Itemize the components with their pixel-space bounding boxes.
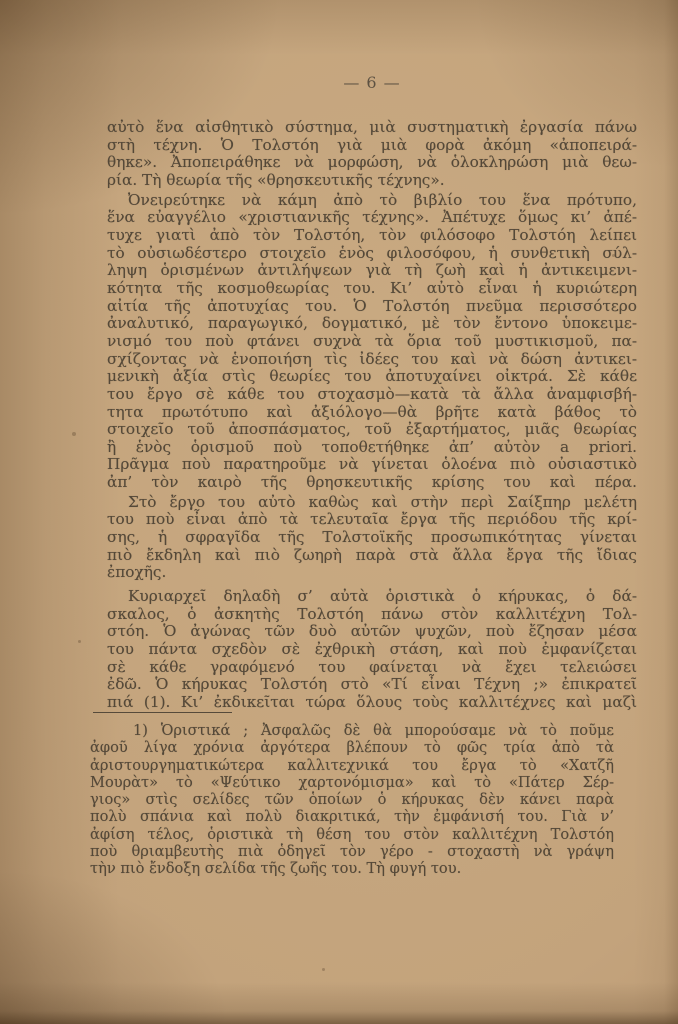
- text-line: σχίζοντας νὰ ἑνοποιήση τὶς ἰδέες του καὶ νὰ δώση ἀντικει-: [107, 349, 637, 368]
- paragraph: [107, 192, 637, 492]
- text-line: τητα πρωτότυπο καὶ ἀξιόλογο—θὰ βρῆτε κατὰ βάθος τὸ: [107, 402, 637, 421]
- paper-speck: [78, 640, 81, 643]
- text-line: στὴ τέχνη. Ὁ Τολστόη γιὰ μιὰ φορὰ ἀκόμη «ἀποπειρά-: [107, 135, 637, 154]
- text-line: Κυριαρχεῖ δηλαδὴ σ’ αὐτὰ ὁριστικὰ ὁ κήρυκας, ὁ δά-: [128, 587, 637, 606]
- text-line: του πάντα σχεδὸν σὲ ἐχθρικὴ στάση, καὶ ποὺ ἐμφανίζεται: [107, 640, 637, 659]
- main-text: [107, 119, 637, 712]
- footnote-line: ἀφίση τέλος, ὁριστικὰ τὴ θέση του στὸν καλλιτέχνη Τολστόη: [90, 825, 614, 843]
- footnote-line: ποὺ θριαμβευτὴς πιὰ ὁδηγεῖ τὸν γέρο - στοχαστὴ νὰ γράψη: [90, 843, 614, 861]
- footnote-line: Μουρὰτ» τὸ «Ψεύτικο χαρτονόμισμα» καὶ τὸ «Πάτερ Σέρ-: [90, 773, 614, 791]
- footnote-line: πολὺ σπάνια καὶ πολὺ διακριτικά, τὴν ἐμφάνισή του. Γιὰ ν’: [90, 808, 614, 826]
- text-line: σὲ κάθε γραφόμενό του φαίνεται νὰ ἔχει τελειώσει: [107, 657, 637, 676]
- paragraph: [107, 119, 637, 190]
- footnote-line: γιος» στὶς σελίδες τῶν ὁποίων ὁ κήρυκας δὲν κάνει παρὰ: [90, 791, 614, 809]
- text-line: ἐποχῆς.: [107, 563, 167, 582]
- text-line: Πρᾶγμα ποὺ παρατηροῦμε νὰ γίνεται ὁλοένα πιὸ οὐσιαστικὸ: [107, 455, 637, 474]
- text-line: ἀναλυτικό, παραγωγικό, δογματικό, μὲ τὸν ἔντονο ὑποκειμε-: [107, 314, 637, 333]
- paper-speck: [322, 968, 325, 971]
- text-line: ἀπ’ τὸν καιρὸ τῆς θρησκευτικῆς κρίσης του καὶ πέρα.: [107, 473, 637, 492]
- footnote-line: ἀφοῦ λίγα χρόνια ἀργότερα βλέπουν τὸ φῶς τρία ἀπὸ τὰ: [90, 739, 614, 757]
- paragraph: [107, 588, 637, 712]
- page-number: — 6 —: [343, 73, 401, 92]
- text-line: θηκε». Ἀποπειράθηκε νὰ μορφώση, νὰ ὁλοκληρώση μιὰ θεω-: [107, 153, 637, 172]
- text-line: Ὀνειρεύτηκε νὰ κάμη ἀπὸ τὸ βιβλίο του ἕνα πρότυπο,: [128, 190, 637, 209]
- footnote-line: 1) Ὁριστικά ; Ἀσφαλῶς δὲ θὰ μπορούσαμε νὰ τὸ ποῦμε: [133, 722, 614, 739]
- text-line: ἕνα εὐαγγέλιο «χριστιανικῆς τέχνης». Ἀπέτυχε ὅμως κι’ ἀπέ-: [107, 208, 637, 227]
- text-line: σκαλος, ὁ ἀσκητὴς Τολστόη πάνω στὸν καλλιτέχνη Τολ-: [107, 604, 637, 623]
- text-line: αἰτία τῆς ἀποτυχίας του. Ὁ Τολστόη πνεῦμα περισσότερο: [107, 296, 637, 315]
- paragraph: [107, 494, 637, 582]
- text-line: ληψη ὁρισμένων ἀντιλήψεων γιὰ τὴ ζωὴ καὶ ἡ ἀντικειμενι-: [107, 261, 637, 280]
- text-line: στόη. Ὁ ἀγώνας τῶν δυὸ αὐτῶν ψυχῶν, ποὺ ἔζησαν μέσα: [107, 622, 637, 641]
- text-line: ἢ ἑνὸς ὁρισμοῦ ποὺ τοποθετήθηκε ἀπ’ αὐτὸν a priori.: [107, 437, 637, 456]
- text-line: τυχε γιατὶ ἀπὸ τὸν Τολστόη, τὸν φιλόσοφο Τολστόη λείπει: [107, 225, 637, 244]
- text-line: στοιχεῖο τοῦ ἀποσπάσματος, τοῦ ἐξαρτήματος, μιᾶς θεωρίας: [107, 420, 637, 439]
- text-line: νισμό του ποὺ φτάνει συχνὰ τὰ ὅρια τοῦ μυστικισμοῦ, πα-: [107, 331, 637, 350]
- text-line: ρία. Τὴ θεωρία τῆς «θρησκευτικῆς τέχνης».: [107, 170, 445, 189]
- text-line: τὸ οὐσιωδέστερο στοιχεῖο ἑνὸς φιλοσόφου, ἡ συνθετικὴ σύλ-: [107, 243, 637, 262]
- text-line: μενικὴ ἀξία στὶς θεωρίες του ἀποτυχαίνει οἰκτρά. Σὲ κάθε: [107, 367, 637, 386]
- footnote: [90, 722, 614, 878]
- text-line: πιά (1). Κι’ ἐκδικεῖται τώρα ὅλους τοὺς καλλιτέχνες καὶ μαζὶ: [107, 693, 637, 711]
- text-line: ἐδῶ. Ὁ κήρυκας Τολστόη στὸ «Τί εἶναι Τέχνη ;» ἐπικρατεῖ: [107, 675, 637, 694]
- footnote-separator: [93, 712, 232, 713]
- text-line: Στὸ ἔργο του αὐτὸ καθὼς καὶ στὴν περὶ Σαίξπηρ μελέτη: [128, 492, 637, 511]
- text-line: σης, ἡ σφραγῖδα τῆς Τολστοϊκῆς προσωπικότητας γίνεται: [107, 528, 637, 547]
- text-line: του ποὺ εἶναι ἀπὸ τὰ τελευταῖα ἔργα τῆς περιόδου τῆς κρί-: [107, 510, 637, 529]
- footnote-line: ἀριστουργηματικώτερα καλλιτεχνικά του ἔργα τὸ «Χατζῆ: [90, 756, 614, 774]
- text-line: κότητα τῆς κοσμοθεωρίας του. Κι’ αὐτὸ εἶναι ἡ κυριώτερη: [107, 278, 637, 297]
- text-line: του ἔργο σὲ κάθε του στοχασμὸ—κατὰ τὰ ἄλλα ἀναμφισβή-: [107, 384, 637, 403]
- text-line: πιὸ ἔκδηλη καὶ πιὸ ζωηρὴ παρὰ στὰ ἄλλα ἔργα τῆς ἴδιας: [107, 545, 637, 564]
- text-line: αὐτὸ ἕνα αἰσθητικὸ σύστημα, μιὰ συστηματικὴ ἐργασία πάνω: [107, 118, 637, 136]
- footnote-line: τὴν πιὸ ἔνδοξη σελίδα τῆς ζωῆς του. Τὴ φυγή του.: [90, 860, 462, 878]
- paper-speck: [72, 432, 76, 436]
